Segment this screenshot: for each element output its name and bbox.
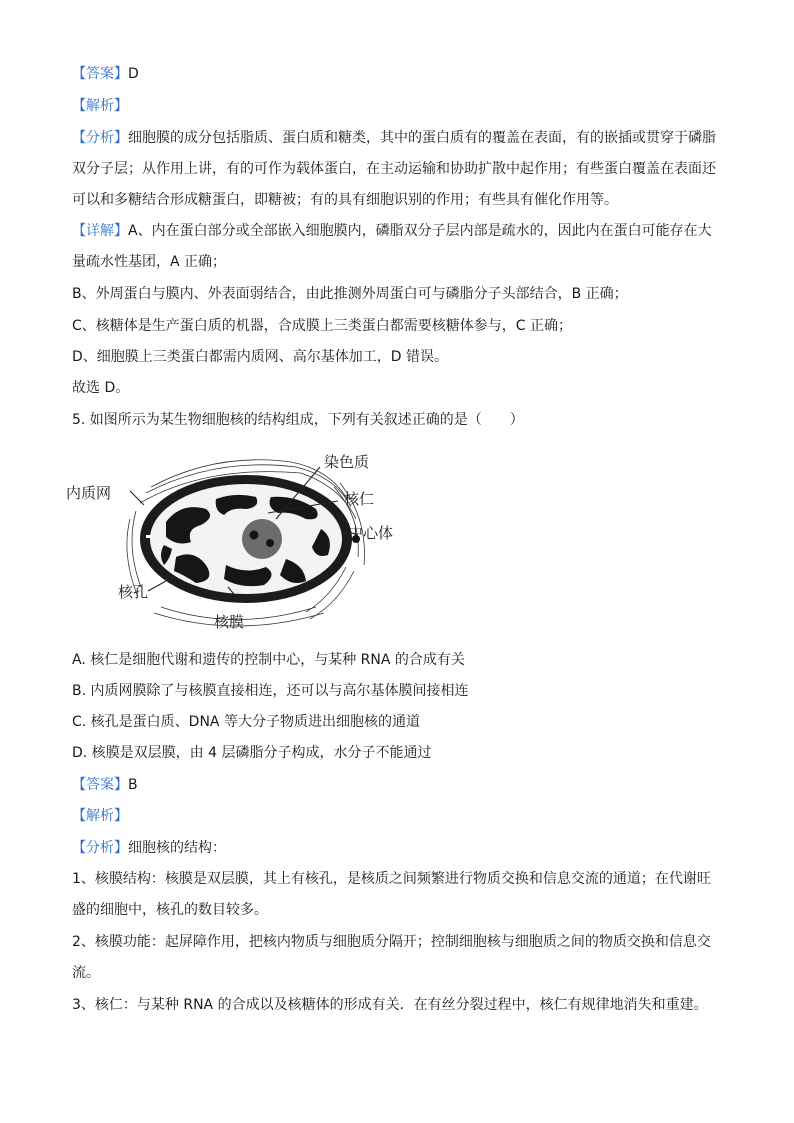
label-centriole: 中心体 [348,524,394,542]
fenxi-title: 细胞核的结构： [128,840,226,856]
q5-point-1-line-2: 盛的细胞中，核孔的数目较多。 [72,902,268,918]
label-nuclear-envelope: 核膜 [214,613,245,631]
q5-point-2-line-2: 流。 [72,965,100,981]
analysis-tag: 【解析】 [72,808,128,824]
answer-tag: 【答案】 [72,66,128,82]
q4-option-b-explain: B、外周蛋白与膜内、外表面弱结合，由此推测外周蛋白可与磷脂分子头部结合，B 正确； [72,286,628,302]
q4-fenxi-line-3: 可以和多糖结合形成糖蛋白，即糖被；有的具有细胞识别的作用；有些具有催化作用等。 [72,192,618,208]
q4-option-d-explain: D、细胞膜上三类蛋白都需内质网、高尔基体加工，D 错误。 [72,349,449,365]
answer-value: D [128,66,139,82]
q5-option-a: A. 核仁是细胞代谢和遗传的控制中心，与某种 RNA 的合成有关 [72,652,465,668]
q4-conclusion: 故选 D。 [72,380,130,396]
label-nucleolus: 核仁 [344,490,375,508]
nucleus-diagram [66,447,426,637]
q5-option-c: C. 核孔是蛋白质、DNA 等大分子物质进出细胞核的通道 [72,714,420,730]
q5-point-2-line-1: 2、核膜功能：起屏障作用，把核内物质与细胞质分隔开；控制细胞核与细胞质之间的物质交换和信息交 [72,934,711,950]
q4-xiangjie-line-2: 量疏水性基团，A 正确； [72,254,227,270]
label-er: 内质网 [66,484,112,502]
answer-tag: 【答案】 [72,777,128,793]
q5-fenxi-heading [72,838,722,858]
answer-value: B [128,777,138,793]
q5-analysis-heading [72,806,722,826]
label-nuclear-pore: 核孔 [118,583,149,601]
q4-answer-line [72,64,722,84]
xiangjie-text: A、内在蛋白部分或全部嵌入细胞膜内，磷脂双分子层内部是疏水的，因此内在蛋白可能存在大 [128,223,712,239]
analysis-tag: 【解析】 [72,98,128,114]
q5-stem: 5. 如图所示为某生物细胞核的结构组成，下列有关叙述正确的是（ ） [72,412,524,428]
nucleolus-spot [250,531,259,540]
fenxi-tag: 【分析】 [72,130,128,146]
nucleolus [242,519,282,559]
fenxi-tag: 【分析】 [72,840,128,856]
fenxi-text: 细胞膜的成分包括脂质、蛋白质和糖类，其中的蛋白质有的覆盖在表面，有的嵌插或贯穿于磷脂 [128,130,716,146]
label-chromatin: 染色质 [324,453,370,471]
nuclear-pore [146,535,152,538]
q5-option-d: D. 核膜是双层膜，由 4 层磷脂分子构成，水分子不能通过 [72,745,432,761]
q4-option-c-explain: C、核糖体是生产蛋白质的机器，合成膜上三类蛋白都需要核糖体参与，C 正确； [72,318,572,334]
q5-point-1-line-1: 1、核膜结构：核膜是双层膜，其上有核孔，是核质之间频繁进行物质交换和信息交流的通道；在代谢旺 [72,871,711,887]
q4-analysis-heading [72,96,722,116]
xiangjie-tag: 【详解】 [72,223,128,239]
q4-fenxi-line-1 [72,128,722,148]
q4-fenxi-line-2: 双分子层；从作用上讲，有的可作为载体蛋白，在主动运输和协助扩散中起作用；有些蛋白覆盖在表面还 [72,161,716,177]
q5-point-3-line-1: 3、核仁：与某种 RNA 的合成以及核糖体的形成有关．在有丝分裂过程中，核仁有规律地消失和重建。 [72,997,708,1013]
q4-xiangjie-line-1 [72,221,722,241]
q5-answer-line [72,775,722,795]
nucleolus-spot [266,539,274,547]
q5-option-b: B. 内质网膜除了与核膜直接相连，还可以与高尔基体膜间接相连 [72,683,469,699]
